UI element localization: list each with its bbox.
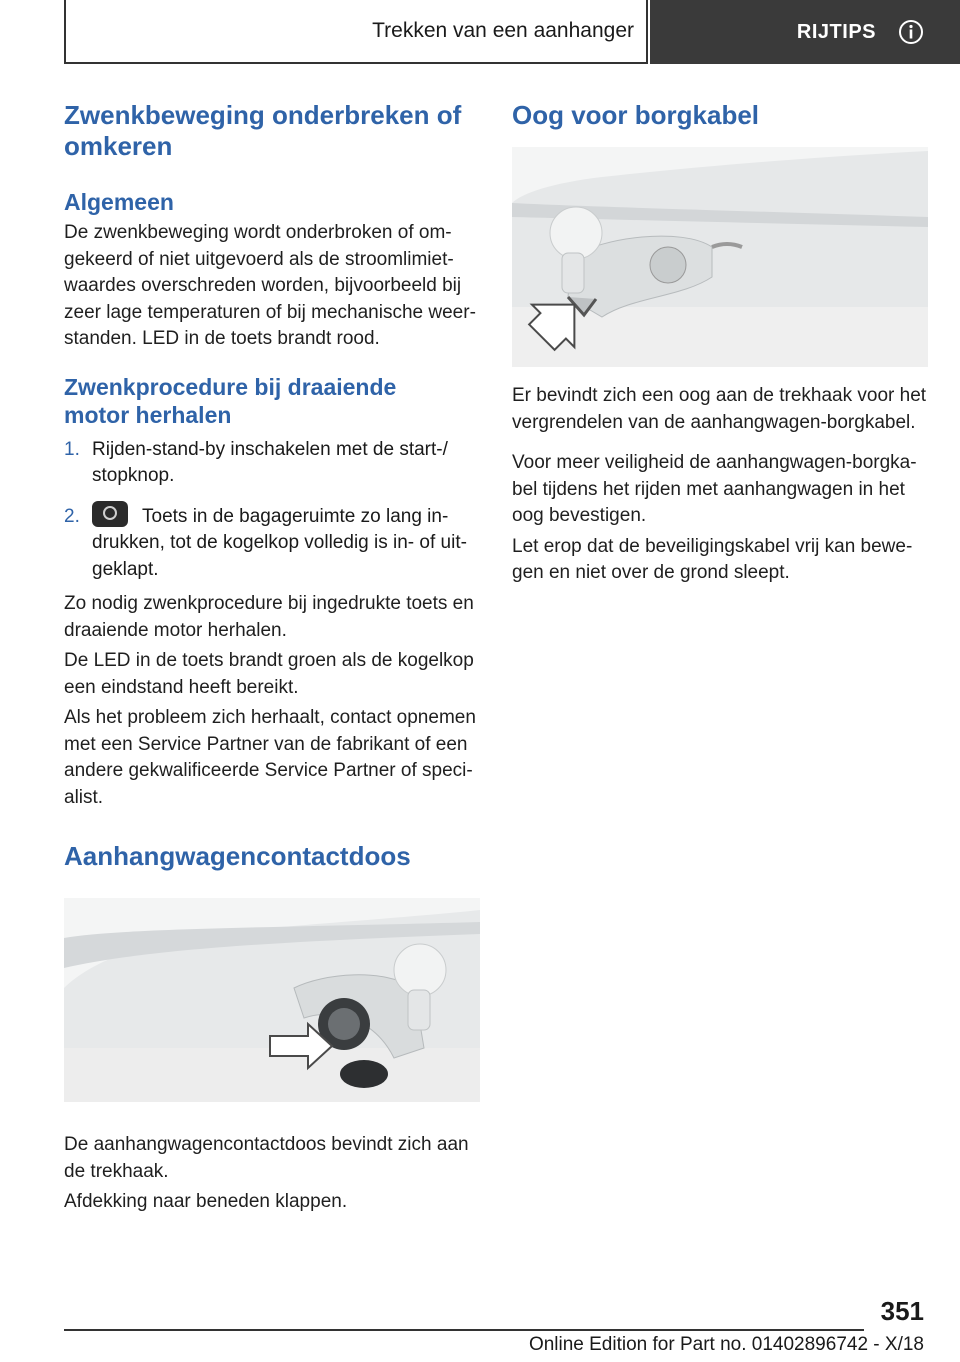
list-item-step-2 (64, 504, 480, 584)
chapter-header (64, 0, 648, 64)
heading-socket: Aanhangwagencontactdoos (64, 841, 411, 872)
heading-general: Algemeen (64, 189, 174, 215)
heading-swivel: Zwenkbeweging onderbreken of omkeren (64, 100, 462, 161)
footer-divider (64, 1329, 864, 1331)
paragraph-repeat-3: Als het probleem zich herhaalt, contact opnemen met een Service Partner van de fabrikant of een andere gekwalificeerde Service Partner of specialist. (64, 707, 476, 808)
paragraph-eye-1: Er bevindt zich een oog aan de trekhaak voor het vergrendelen van de aanhangwagen-borgkabel. (512, 385, 927, 433)
paragraph-socket-1: De aanhangwagencontactdoos bevindt zich aan de trekhaak. (64, 1134, 469, 1182)
right-column (512, 100, 928, 587)
edition-footer: Online Edition for Part no. 01402896742 - X/18 (528, 1334, 924, 1355)
heading-repeat: Zwenkprocedure bij draaiende motor herhalen (64, 373, 397, 428)
info-icon[interactable] (898, 19, 924, 45)
list-text-wrap (92, 504, 480, 584)
paragraph-socket-2: Afdekking naar beneden klappen. (64, 1191, 348, 1213)
list-text: Toets in de bagageruimte zo lang indrukken, tot de kogelkop volledig is in- of uitgeklapt. (92, 505, 467, 580)
trunk-button-icon (92, 501, 128, 527)
chapter-title: Trekken van een aanhanger (372, 19, 634, 42)
list-text: Rijden-stand-by inschakelen met de start-/ stopknop. (92, 438, 448, 486)
paragraph-eye-3: Let erop dat de beveiligingskabel vrij kan bewegen en niet over de grond sleept. (512, 535, 913, 583)
section-header (650, 0, 960, 64)
heading-safety-eye: Oog voor borgkabel (512, 100, 760, 130)
paragraph-general: De zwenkbeweging wordt onderbroken of omgekeerd of niet uitgevoerd als de stroomlimietwaardes overschreden worden, bijvoorbeeld bij zeer lage temperaturen of bij mechanische weerstanden. LED in de toets brandt rood. (64, 222, 476, 349)
trailer-socket-illustration (64, 898, 480, 1102)
list-number: 1. (64, 438, 80, 460)
section-title: RIJTIPS (796, 20, 876, 43)
left-column (64, 100, 480, 1216)
paragraph-repeat-1: Zo nodig zwenkprocedure bij ingedrukte toets en draaiende motor herhalen. (64, 593, 474, 641)
paragraph-repeat-2: De LED in de toets brandt groen als de kogelkop een eindstand heeft bereikt. (64, 650, 474, 698)
list-number: 2. (64, 505, 80, 527)
page-number: 351 (880, 1296, 924, 1326)
paragraph-eye-2: Voor meer veiligheid de aanhangwagen-borgkabel tijdens het rijden met aanhangwagen in het oog bevestigen. (512, 452, 917, 526)
safety-eye-illustration (512, 147, 928, 367)
list-item-step-1 (64, 437, 480, 490)
